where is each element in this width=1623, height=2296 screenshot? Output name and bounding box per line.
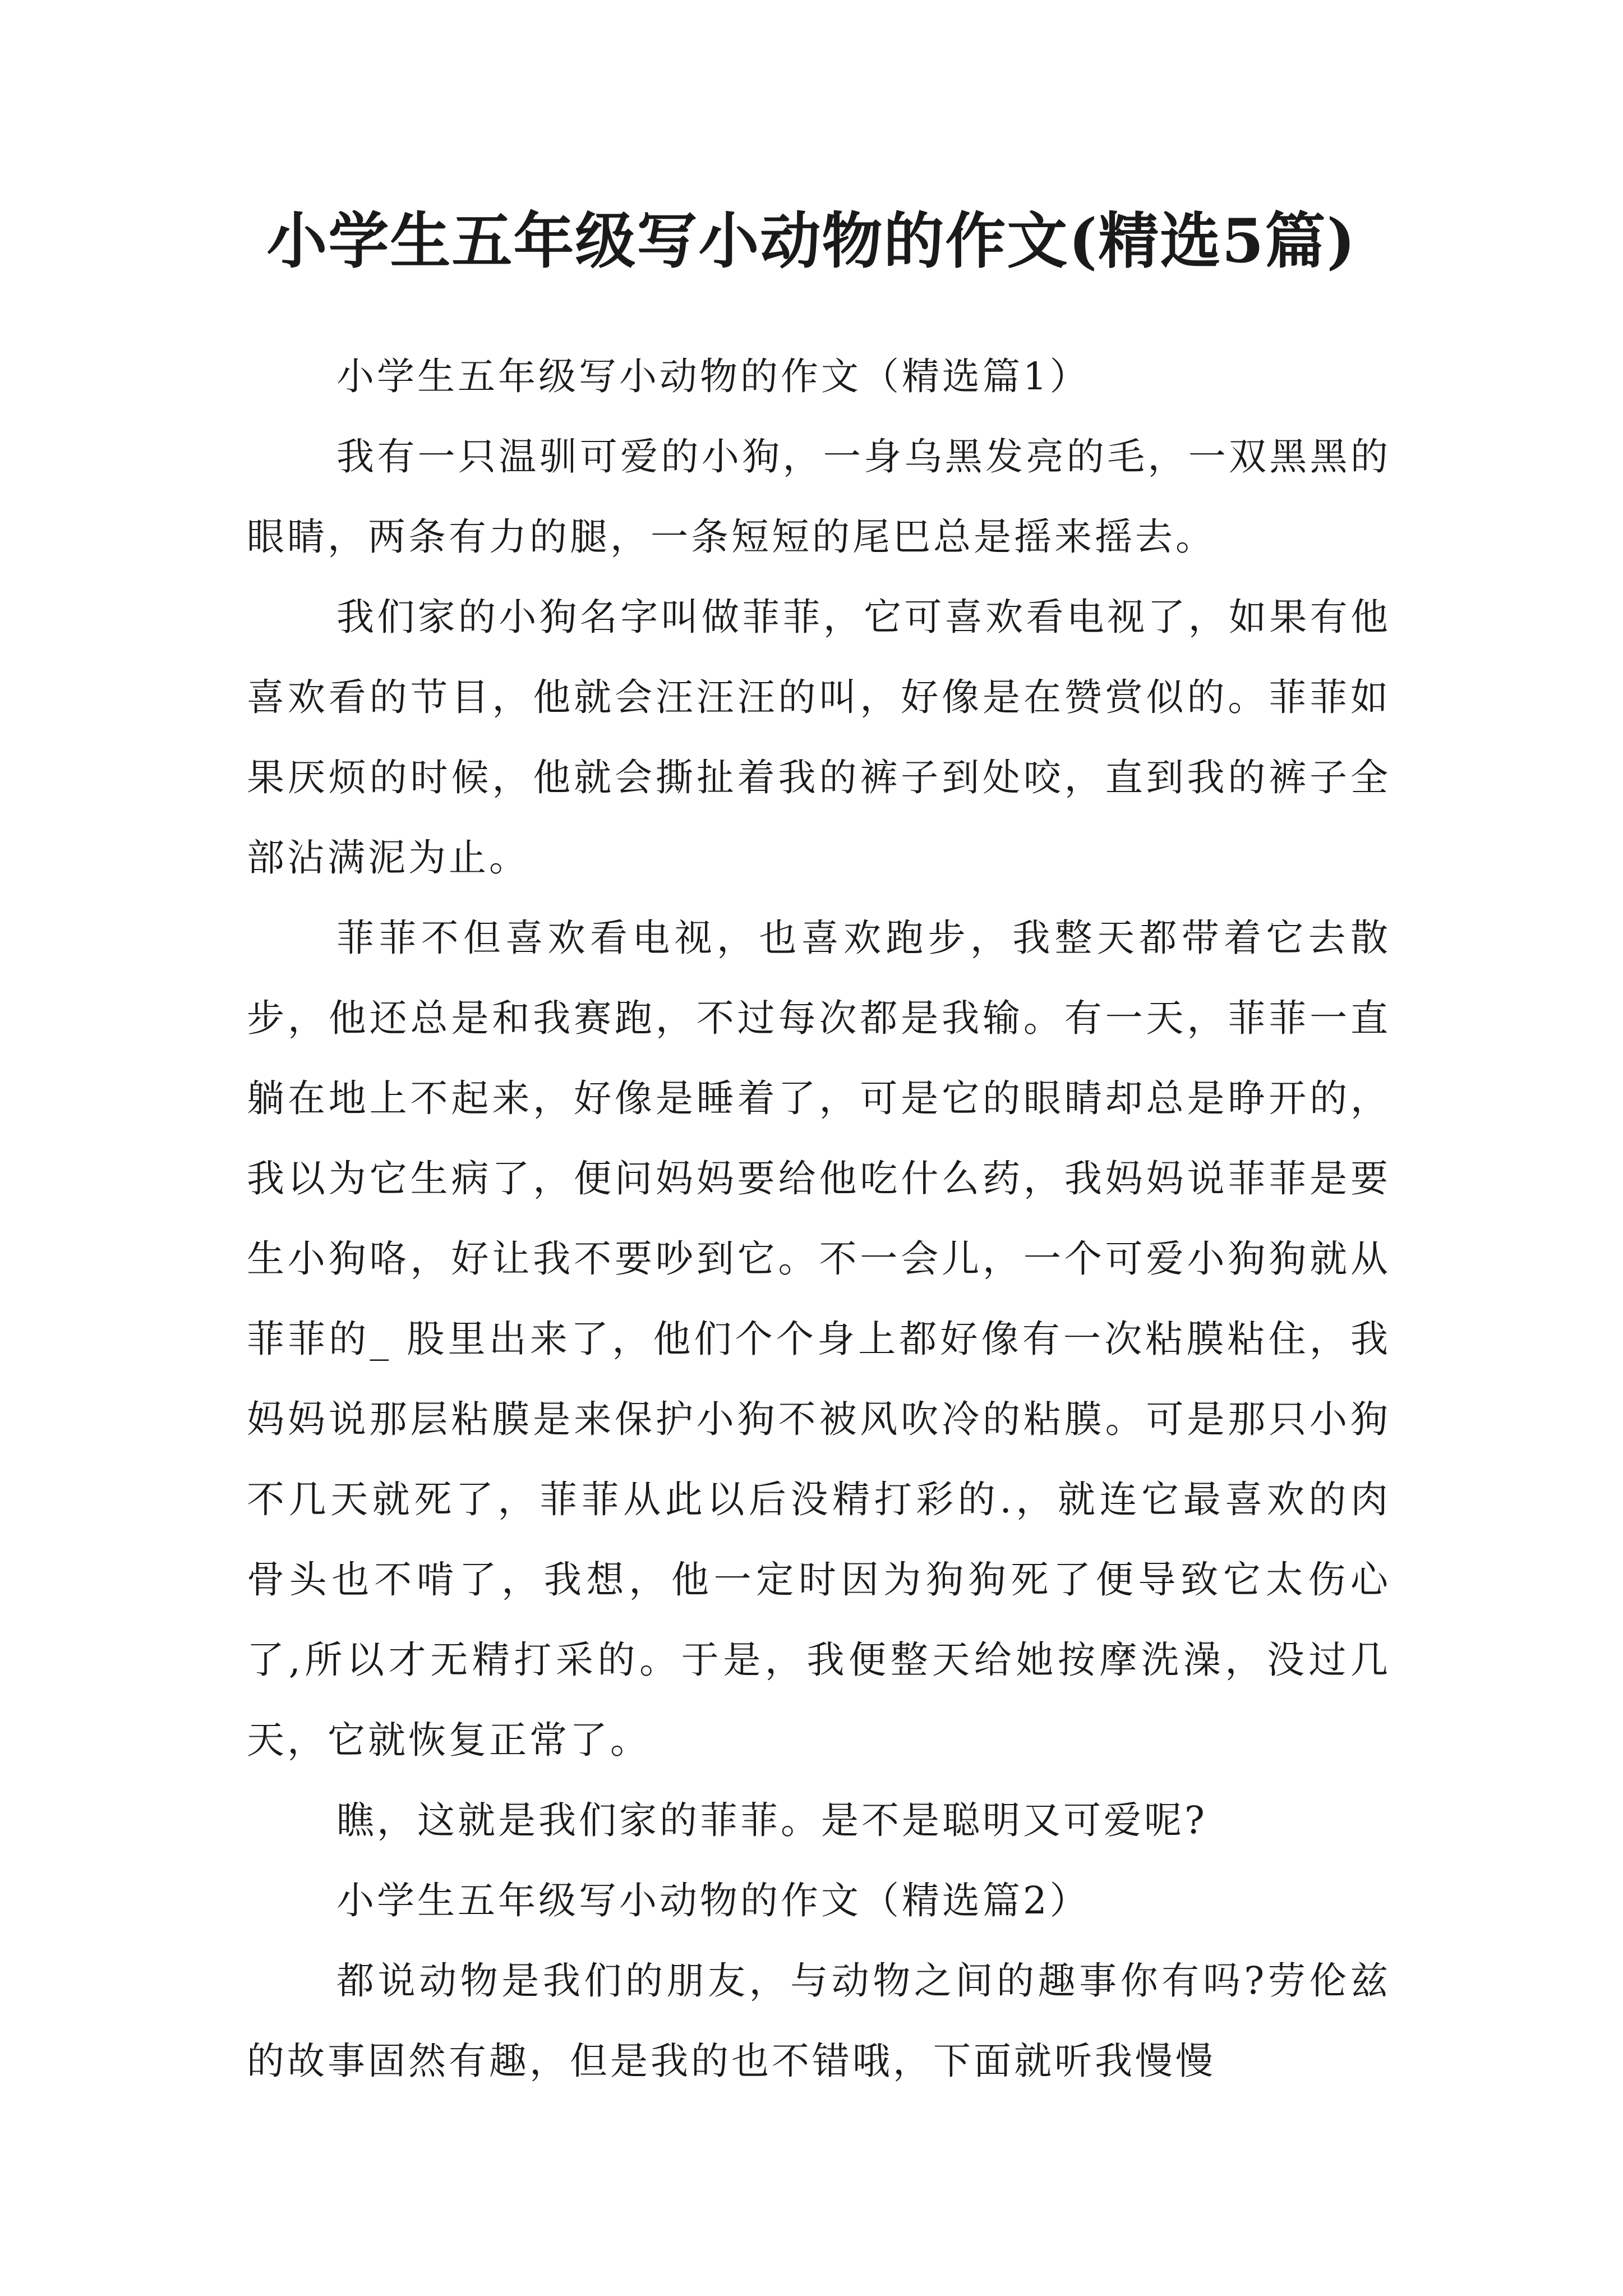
document-title: 小学生五年级写小动物的作文(精选5篇) <box>266 206 1357 277</box>
paragraph: 我们家的小狗名字叫做菲菲，它可喜欢看电视了，如果有他喜欢看的节目，他就会汪汪汪的叫，好像是在赞赏似的。菲菲如果厌烦的时候，他就会撕扯着我的裤子到处咬，直到我的裤子全部沾满泥为止。 <box>247 595 1391 880</box>
paragraph: 瞧，这就是我们家的菲菲。是不是聪明又可爱呢? <box>336 1798 1207 1842</box>
paragraph: 菲菲不但喜欢看电视，也喜欢跑步，我整天都带着它去散步，他还总是和我赛跑，不过每次都是我输。有一天，菲菲一直躺在地上不起来，好像是睡着了，可是它的眼睛却总是睁开的，我以为它生病了，便问妈妈要给他吃什么药，我妈妈说菲菲是要生小狗咯，好让我不要吵到它。不一会儿，一个可爱小狗狗就从菲菲的_ 股里出来了，他们个个身上都好像有一次粘膜粘住，我妈妈说那层粘膜是来保护小狗不被风吹冷的粘膜。可是那只小狗不几天就死了，菲菲从此以后没精打彩的.，就连它最喜欢的肉骨头也不啃了，我想，他一定时因为狗狗死了便导致它太伤心了,所以才无精打采的。于是，我便整天给她按摩洗澡，没过几天，它就恢复正常了。 <box>247 916 1391 1762</box>
document-body <box>247 337 1391 2101</box>
paragraph: 我有一只温驯可爱的小狗，一身乌黑发亮的毛，一双黑黑的眼睛，两条有力的腿，一条短短的尾巴总是摇来摇去。 <box>247 435 1391 559</box>
section-heading-2: 小学生五年级写小动物的作文（精选篇2） <box>336 1879 1090 1922</box>
paragraph: 都说动物是我们的朋友，与动物之间的趣事你有吗?劳伦兹的故事固然有趣，但是我的也不错哦，下面就听我慢慢 <box>247 1959 1391 2083</box>
section-heading-1: 小学生五年级写小动物的作文（精选篇1） <box>336 355 1090 398</box>
